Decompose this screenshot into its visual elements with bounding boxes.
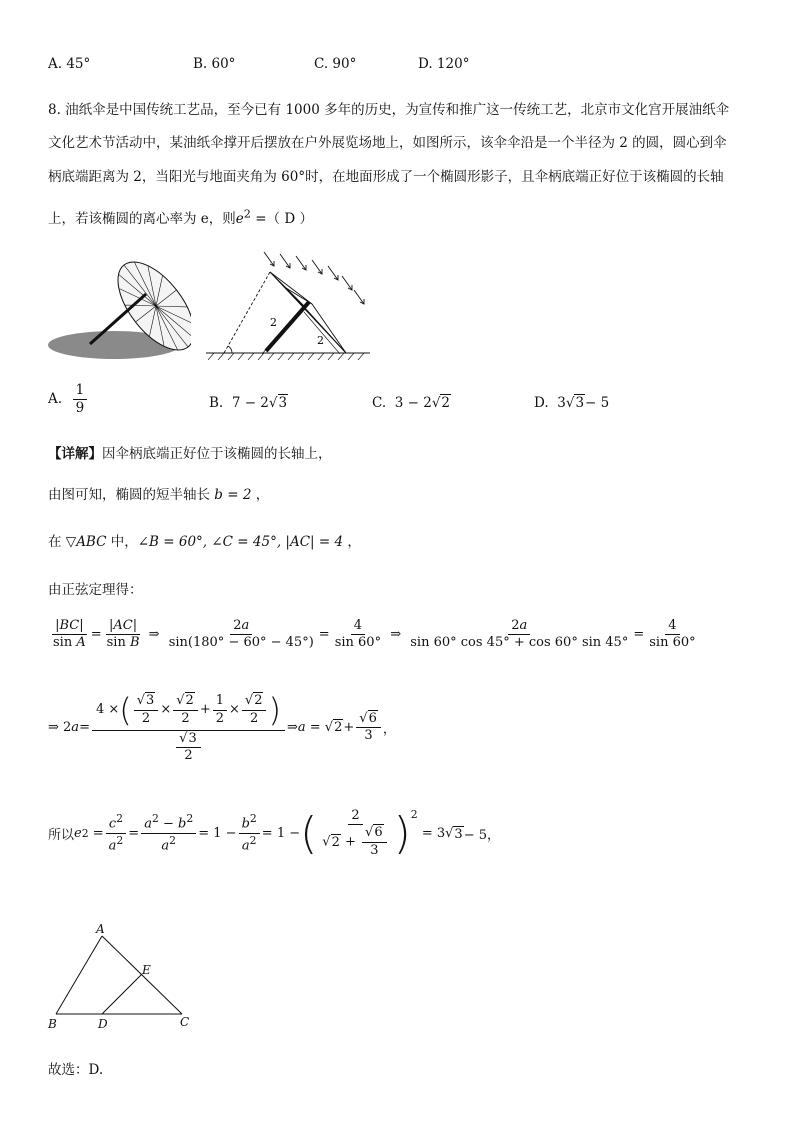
label-d: D: [98, 1017, 108, 1031]
label-e: E: [142, 963, 151, 977]
choice-c: C. 3 − 2 √ 2: [372, 394, 451, 411]
solution-line-1: 【详解】因伞柄底端正好位于该椭圆的长轴上，: [48, 446, 332, 462]
prev-option-c: C. 90°: [314, 56, 357, 72]
prev-option-a: A. 45°: [48, 56, 91, 72]
equation-sine-law: $\frac{|BC|}{\text{sin A}}$ = $\frac{|AC|}{\text{sin B}}$ ⇒ $\frac{2a}{\sin(180^\circ - 60^\circ - 45^\circ)}$ = $\frac{4}{\sin 60^\circ}$ ⇒ $\frac{2a}{\sin 60^\circ \cos 45^\circ + \cos 60^\circ \sin 45^\circ}$ = $\frac{4}{\sin 60^\circ}$: [53, 618, 696, 651]
choice-b: B. 7 − 2 √ 3: [209, 394, 288, 411]
figure-label-2a: 2: [270, 316, 277, 329]
question-line-2: 文化艺术节活动中，某油纸伞撑开后摆放在户外展览场地上，如图所示，该伞伞沿是一个半径为 2 的圆，圆心到伞: [48, 135, 727, 151]
sunlight-diagram-figure: [204, 250, 374, 365]
solution-line-3: 在 ▽ABC 中，∠B = 60°, ∠C = 45°, |AC| = 4 ，: [48, 534, 361, 550]
triangle-figure: [44, 922, 194, 1034]
final-answer: 故选：D.: [48, 1062, 104, 1078]
choice-d: D. 3 √ 3 − 5: [534, 394, 610, 411]
label-b: B: [48, 1017, 57, 1031]
answer-tail: =（ D ）: [255, 211, 313, 227]
question-line-4: 上，若该椭圆的离心率为 e，则$e^2$ =（ D ）: [48, 207, 313, 227]
question-line-1: 8. 油纸伞是中国传统工艺品，至今已有 1000 多年的历史，为宣传和推广这一传统工艺，北京市文化宫开展油纸伞: [48, 102, 730, 118]
choice-a: A. $\frac{1}{9}$: [48, 382, 89, 417]
question-line-3: 柄底端距离为 2，当阳光与地面夹角为 60°时，在地面形成了一个椭圆形影子，且伞柄底端正好位于该椭圆的长轴: [48, 169, 724, 185]
umbrella-photo-figure: [46, 248, 191, 363]
label-c: C: [180, 1015, 190, 1029]
prev-option-d: D. 120°: [418, 56, 470, 72]
prev-option-b: B. 60°: [193, 56, 236, 72]
label-a: A: [96, 922, 105, 936]
equation-eccentricity: 所以 e 2 = $\frac{c^2}{a^2}$ = $\frac{a^2 - b^2}{a^2}$ = 1 − $\frac{b^2}{a^2}$ = 1 − ( 2 √2 + $\frac{√6}{3}$ ) $^2$ = 3√ 3 − 5，: [48, 808, 500, 859]
solution-line-4: 由正弦定理得：: [48, 582, 143, 598]
equation-solve-a: ⇒ 2 a = 4 × ( $\frac{√3}{2}$ × $\frac{√2}{2}$ + $\frac{1}{2}$ × $\frac{√2}{2}$ ) $\frac{√3}{2}$ ⇒ a = √ 2 + $\frac{√6}{3}$ ，: [48, 691, 396, 764]
solution-line-2: 由图可知，椭圆的短半轴长 b = 2 ，: [48, 487, 270, 503]
figure-label-2b: 2: [317, 334, 324, 347]
